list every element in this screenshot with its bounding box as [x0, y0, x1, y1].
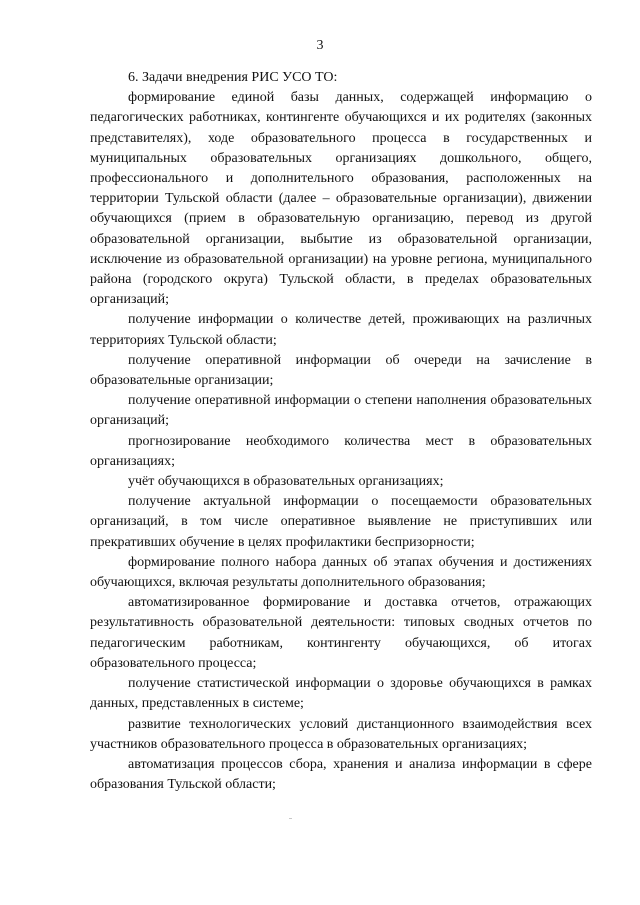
- task-item: получение оперативной информации о степени наполнения образовательных организаций;: [90, 393, 592, 429]
- page-number: 3: [316, 38, 324, 53]
- section-heading: 6. Задачи внедрения РИС УСО ТО:: [128, 70, 338, 85]
- task-item: прогнозирование необходимого количества мест в образовательных организациях;: [90, 433, 592, 469]
- page-body: [90, 68, 592, 795]
- task-item: развитие технологических условий дистанционного взаимодействия всех участников образовательного процесса в образовательных организациях;: [90, 716, 592, 752]
- task-item: учёт обучающихся в образовательных организациях;: [128, 474, 444, 490]
- task-item: получение статистической информации о здоровье обучающихся в рамках данных, представленных в системе;: [90, 676, 592, 712]
- task-item: автоматизация процессов сбора, хранения и анализа информации в сфере образования Тульской области;: [90, 756, 592, 793]
- scan-speck: [289, 818, 292, 819]
- task-item: формирование полного набора данных об этапах обучения и достижениях обучающихся, включая результаты дополнительного образования;: [90, 554, 592, 591]
- task-item: автоматизированное формирование и доставка отчетов, отражающих результативность образовательной деятельности: типовых сводных отчетов по педагогическим работникам, контингенту обучающихся, об итогах образовательного процесса;: [90, 595, 592, 671]
- task-item: получение актуальной информации о посещаемости образовательных организаций, в том числе оперативное выявление не приступивших или прекративших обучение в целях профилактики беспризорности;: [90, 494, 592, 550]
- task-item: получение информации о количестве детей, проживающих на различных территориях Тульской области;: [90, 312, 592, 348]
- task-item: получение оперативной информации об очереди на зачисление в образовательные организации;: [90, 352, 592, 389]
- task-item: формирование единой базы данных, содержащей информацию о педагогических работниках, контингенте обучающихся и их родителях (законных представителях), ходе образовательного процесса в государственных и муниципальных образовательных организациях дошкольного, общего, профессионального и дополнительного образования, расположенных на территории Тульской области (далее – образовательные организации), движении обучающихся (прием в образовательную организацию, перевод из другой образовательной организации, выбытие из образовательной организации, исключение из образовательной организации) на уровне региона, муниципального района (городского округа) Тульской области, в пределах образовательных организаций;: [90, 90, 592, 308]
